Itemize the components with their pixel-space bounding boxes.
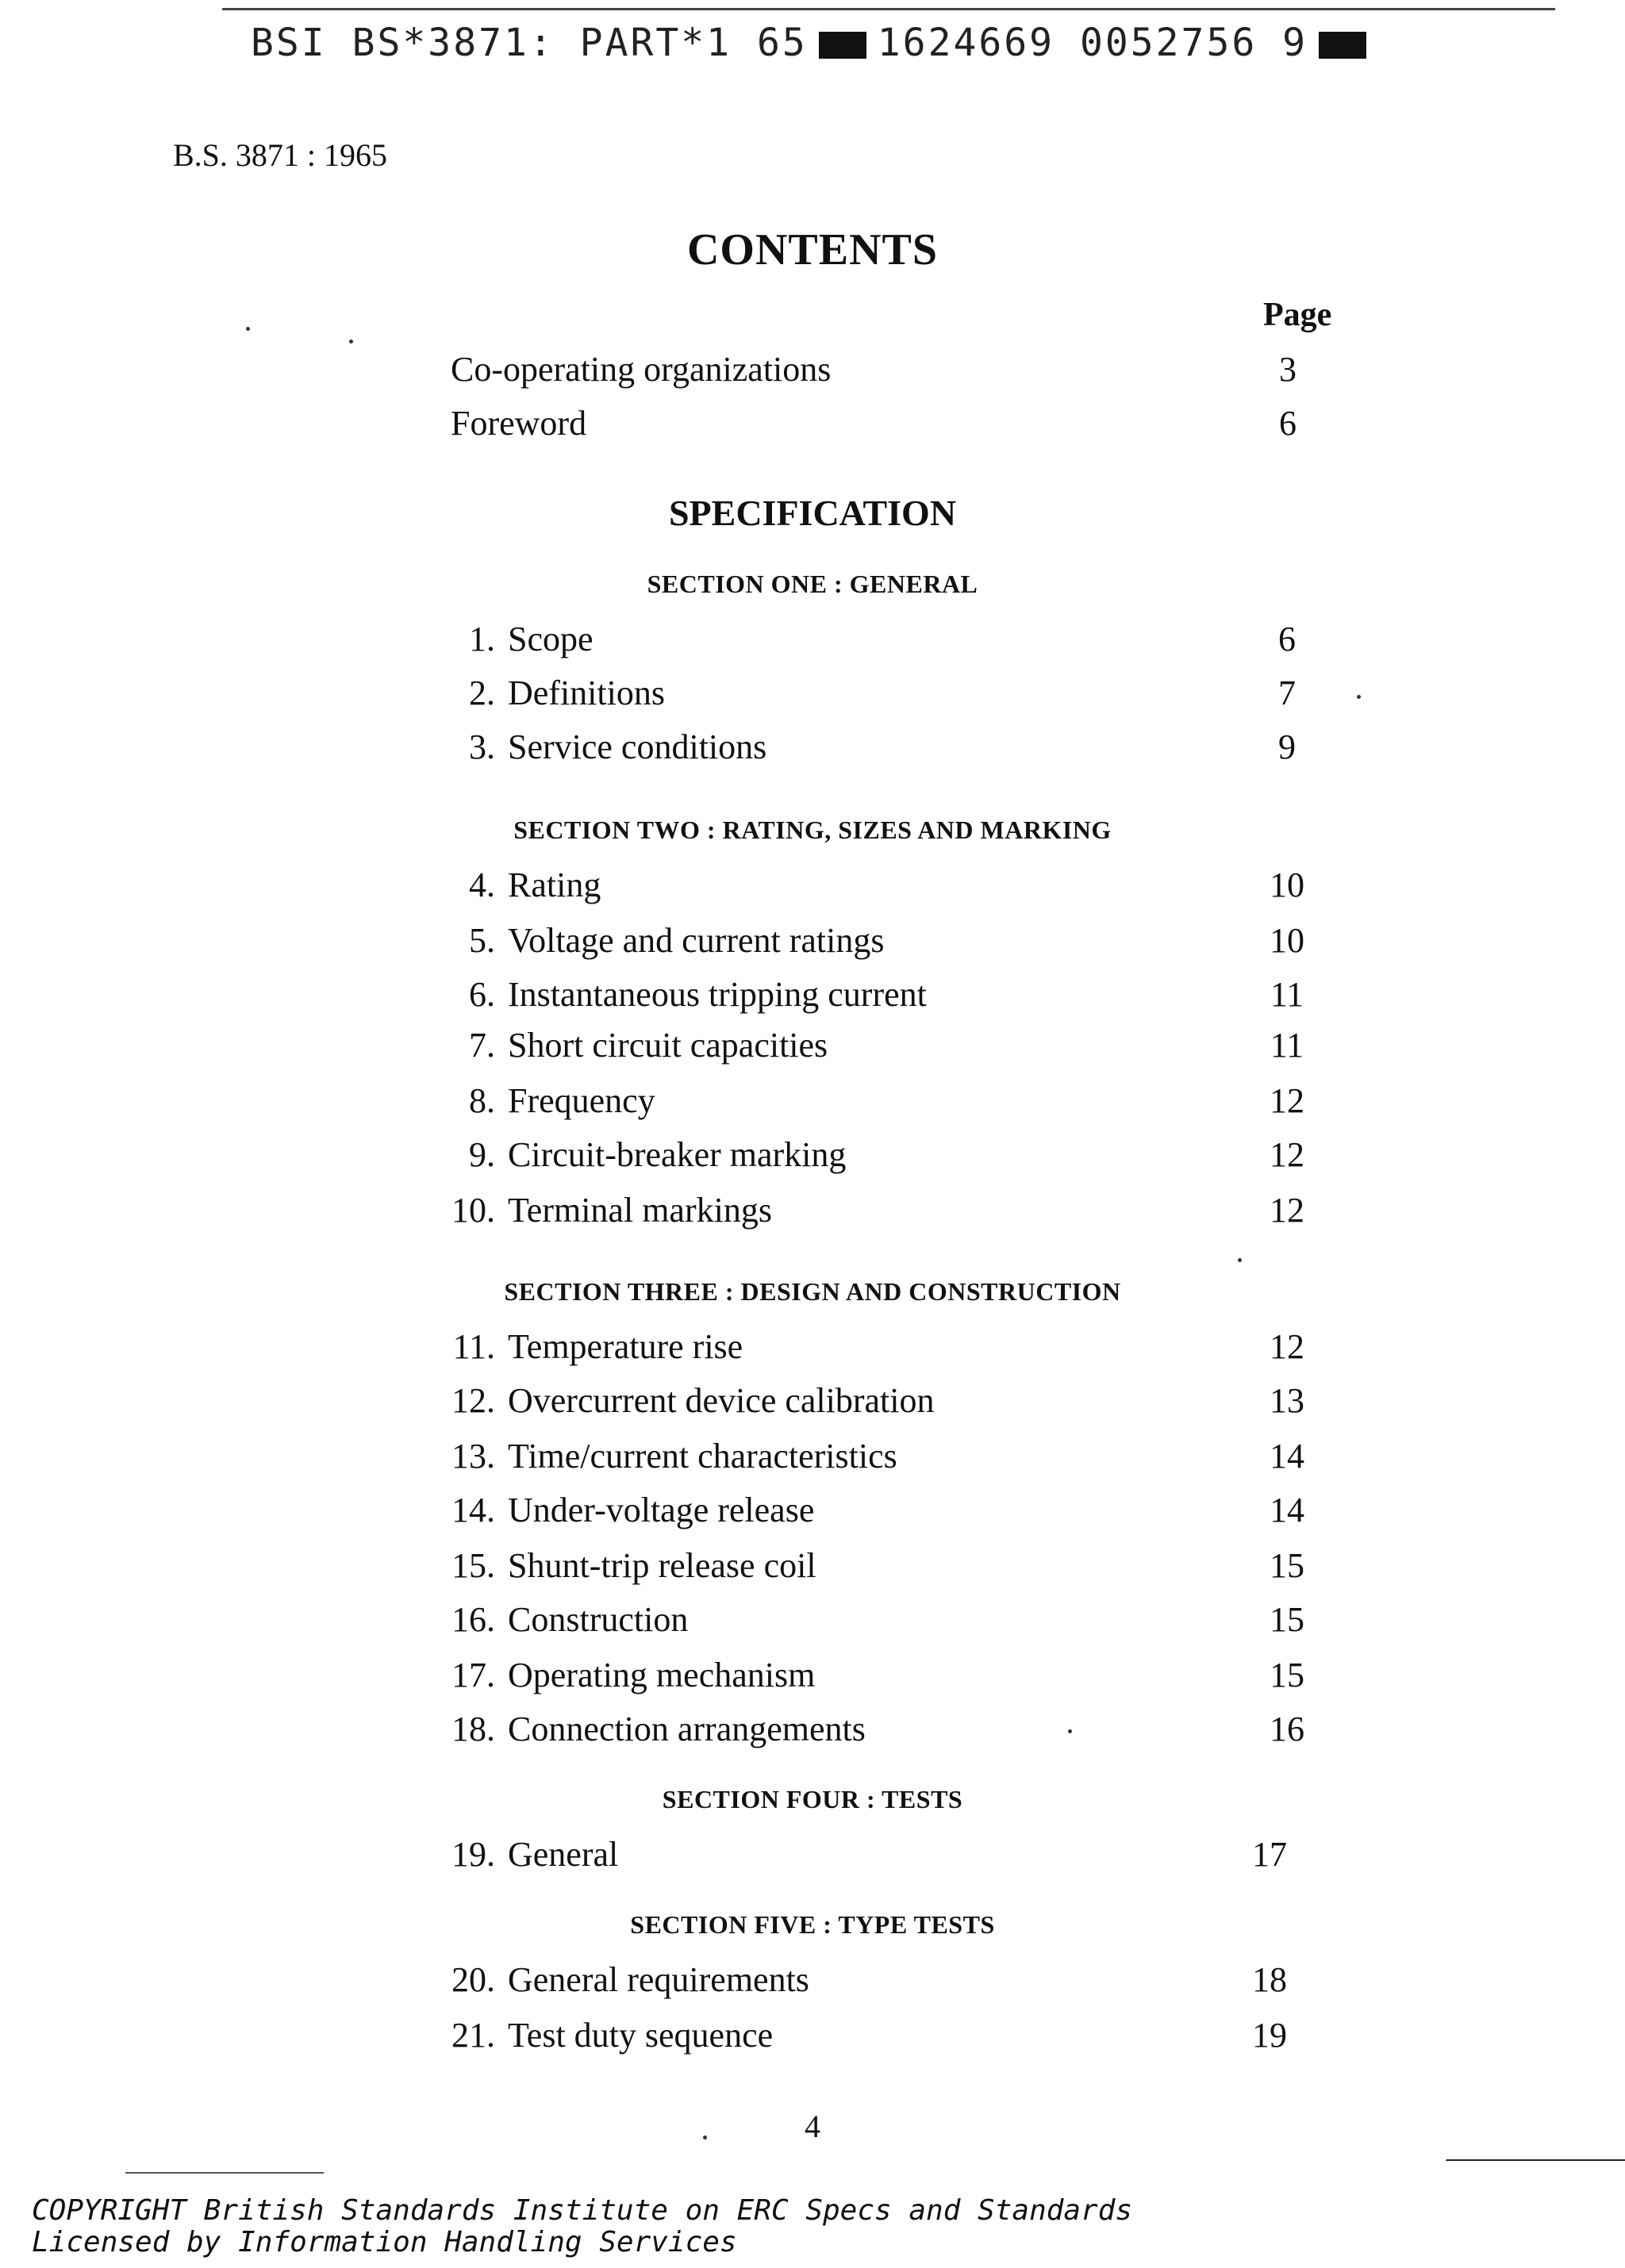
toc-entry-number: 18. [451,1710,495,1748]
toc-entry-label: Time/current characteristics [508,1437,897,1476]
toc-entry-label: Short circuit capacities [508,1026,828,1065]
section-heading: SECTION TWO : RATING, SIZES AND MARKING [513,815,1112,844]
toc-entry[interactable] [444,1959,1333,2004]
toc-entry-page: 6 [1279,404,1297,443]
toc-entry-page: 12 [1270,1135,1304,1174]
page-title: CONTENTS [686,225,939,274]
toc-entry[interactable] [444,1545,1333,1590]
document-code-header [251,21,1552,68]
toc-entry-label: General [508,1835,619,1874]
toc-entry-label: Construction [508,1600,689,1639]
scan-speck [1068,1729,1072,1733]
toc-entry-page: 18 [1252,1960,1287,1999]
toc-entry-number: 8. [469,1081,495,1120]
toc-entry-number: 5. [469,921,495,960]
toc-entry-number: 13. [451,1437,495,1476]
toc-entry-number: 9. [469,1135,495,1174]
toc-entry-page: 12 [1270,1327,1304,1366]
toc-entry[interactable] [444,1190,1333,1234]
toc-entry-label: Shunt-trip release coil [508,1546,816,1585]
toc-entry[interactable] [444,2015,1333,2059]
scan-speck [246,327,250,331]
toc-entry-label: Voltage and current ratings [508,921,885,960]
toc-entry[interactable] [444,1655,1333,1699]
toc-entry-number: 14. [451,1491,495,1529]
toc-entry-page: 14 [1270,1437,1304,1476]
toc-entry[interactable] [444,1080,1333,1125]
toc-entry-label: General requirements [508,1960,809,1999]
toc-entry-label: Frequency [508,1081,655,1120]
toc-entry-label: Co-operating organizations [451,350,832,389]
standard-id: B.S. 3871 : 1965 [173,137,388,173]
document-code-part1: BSI BS*3871: PART*1 65 [251,21,808,65]
toc-entry-number: 19. [451,1835,495,1874]
toc-entry-page: 9 [1278,727,1296,766]
toc-entry-number: 20. [451,1960,495,1999]
toc-entry-label: Operating mechanism [508,1656,816,1694]
toc-entry-label: Under-voltage release [508,1491,815,1529]
toc-entry[interactable] [444,974,1333,1019]
license-line: Licensed by Information Handling Services [32,2226,737,2258]
toc-entry-label: Overcurrent device calibration [508,1381,935,1420]
toc-entry-number: 4. [469,865,495,904]
toc-entry[interactable] [444,920,1333,965]
toc-entry[interactable] [451,349,1323,393]
scan-speck [349,340,353,343]
toc-entry-page: 17 [1252,1835,1287,1874]
toc-entry-label: Test duty sequence [508,2016,774,2055]
scan-speck [703,2136,707,2139]
toc-entry[interactable] [444,1380,1333,1425]
toc-entry[interactable] [444,865,1333,909]
toc-entry-page: 14 [1270,1491,1304,1529]
toc-entry[interactable] [444,1326,1333,1371]
toc-entry-number: 2. [469,673,495,712]
toc-entry-label: Connection arrangements [508,1710,866,1748]
toc-entry[interactable] [444,673,1333,717]
toc-entry-page: 15 [1270,1546,1304,1585]
redaction-block [819,32,866,59]
toc-entry-page: 10 [1270,865,1304,904]
toc-entry-page: 7 [1278,673,1296,712]
section-heading: SECTION THREE : DESIGN AND CONSTRUCTION [504,1277,1121,1306]
toc-entry[interactable] [444,1490,1333,1534]
section-heading: SECTION FOUR : TESTS [662,1785,963,1813]
toc-entry-page: 15 [1270,1656,1304,1694]
toc-entry-label: Definitions [508,673,665,712]
toc-entry-page: 3 [1279,350,1297,389]
toc-entry[interactable] [444,1599,1333,1644]
specification-title: SPECIFICATION [668,493,957,533]
toc-entry-number: 15. [451,1546,495,1585]
section-heading: SECTION FIVE : TYPE TESTS [630,1910,995,1939]
toc-entry[interactable] [444,1834,1333,1878]
toc-entry-page: 6 [1278,620,1296,658]
toc-entry-number: 7. [469,1026,495,1065]
toc-entry[interactable] [444,1134,1333,1179]
toc-entry-page: 12 [1270,1191,1304,1230]
toc-entry-number: 10. [451,1191,495,1230]
toc-entry-number: 12. [451,1381,495,1420]
footer-divider [125,2172,324,2174]
toc-entry-number: 3. [469,727,495,766]
toc-entry-label: Foreword [451,404,587,443]
scan-speck [1238,1258,1242,1262]
footer-divider [1446,2159,1625,2161]
toc-entry[interactable] [444,1025,1333,1069]
toc-entry-number: 17. [451,1656,495,1694]
toc-entry[interactable] [444,1709,1333,1753]
toc-entry-page: 19 [1252,2016,1287,2055]
page-column-label: Page [1263,297,1332,333]
toc-entry-page: 11 [1270,1026,1304,1065]
toc-entry-page: 13 [1270,1381,1304,1420]
toc-entry-label: Temperature rise [508,1327,743,1366]
page-number: 4 [805,2109,820,2144]
toc-entry-number: 21. [451,2016,495,2055]
toc-entry-label: Instantaneous tripping current [508,975,927,1014]
scan-speck [1357,695,1361,699]
toc-entry[interactable] [444,619,1333,663]
toc-entry-label: Scope [508,620,594,658]
toc-entry[interactable] [444,727,1333,771]
toc-entry-page: 16 [1270,1710,1304,1748]
top-rule [222,8,1555,10]
toc-entry-label: Terminal markings [508,1191,772,1230]
toc-entry-page: 10 [1270,921,1304,960]
toc-entry-number: 16. [451,1600,495,1639]
toc-entry[interactable] [444,1436,1333,1480]
toc-entry-label: Rating [508,865,601,904]
toc-entry-page: 11 [1270,975,1304,1014]
section-heading: SECTION ONE : GENERAL [647,570,978,598]
toc-entry-number: 6. [469,975,495,1014]
toc-entry-page: 15 [1270,1600,1304,1639]
redaction-block [1319,32,1366,59]
toc-entry-number: 11. [452,1327,495,1366]
copyright-line: COPYRIGHT British Standards Institute on ERC Specs and Standards [32,2194,1133,2227]
toc-entry-label: Service conditions [508,727,767,766]
toc-entry-page: 12 [1270,1081,1304,1120]
document-code-part2: 1624669 0052756 9 [877,21,1308,65]
toc-entry[interactable] [451,403,1323,447]
toc-entry-number: 1. [469,620,495,658]
toc-entry-label: Circuit-breaker marking [508,1135,847,1174]
